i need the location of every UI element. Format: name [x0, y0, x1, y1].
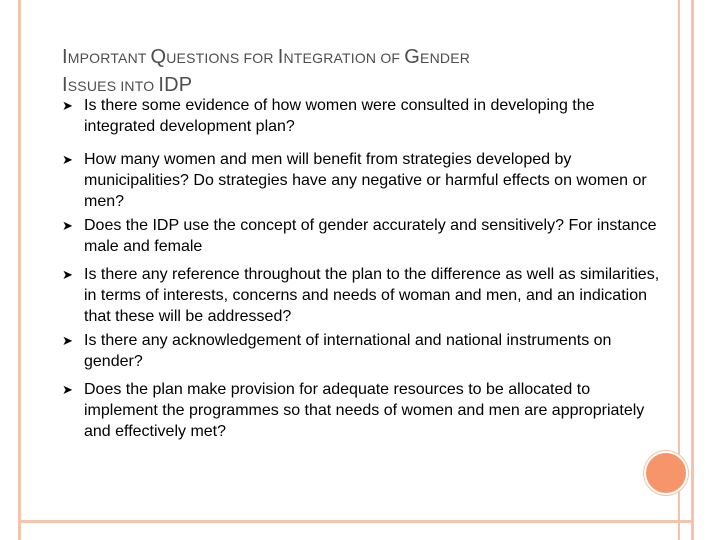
title-smallcaps: NTEGRATION OF — [283, 50, 405, 66]
arrowhead-bullet-icon: ➤ — [62, 382, 73, 397]
title-smallcaps: UESTIONS FOR — [166, 50, 278, 66]
arrowhead-bullet-icon: ➤ — [62, 333, 73, 348]
arrowhead-bullet-icon: ➤ — [62, 152, 73, 167]
title-cap: I — [62, 46, 68, 68]
list-item-text: Is there any acknowledgement of international and national instruments on gender? — [84, 332, 612, 370]
slide-title — [62, 44, 642, 100]
list-item — [62, 215, 662, 257]
title-smallcaps: MPORTANT — [67, 50, 151, 66]
frame-left-line — [18, 0, 21, 540]
title-cap: G — [404, 46, 421, 68]
list-item-text: Does the plan make provision for adequate resources to be allocated to implement the programmes so that needs of women and men are appropriately and effectively met? — [84, 381, 645, 440]
list-item-text: Is there any reference throughout the plan to the difference as well as similarities, in terms of interests, concerns and needs of woman and men, and an indication that these will be addressed? — [84, 266, 660, 325]
list-item-text: Is there some evidence of how women were consulted in developing the integrated development plan? — [84, 97, 595, 135]
frame-bottom-line — [18, 520, 694, 523]
title-cap: I — [277, 46, 284, 68]
title-cap: Q — [150, 46, 167, 68]
list-item-text: Does the IDP use the concept of gender accurately and sensitively? For instance male and female — [84, 217, 657, 255]
arrowhead-bullet-icon: ➤ — [62, 267, 73, 282]
decorative-circle — [644, 451, 688, 495]
title-smallcaps: SSUES INTO — [67, 78, 159, 94]
frame-right-outer-line — [691, 0, 694, 540]
title-line-1 — [62, 44, 642, 72]
list-item — [62, 330, 662, 372]
arrowhead-bullet-icon: ➤ — [62, 218, 73, 233]
list-item-text: How many women and men will benefit from strategies developed by municipalities? Do strategies have any negative or harmful effects on women or men? — [84, 151, 647, 210]
list-item — [62, 95, 662, 137]
arrowhead-bullet-icon: ➤ — [62, 98, 73, 113]
question-list — [62, 95, 662, 442]
list-item — [62, 264, 662, 327]
title-smallcaps: ENDER — [420, 50, 471, 66]
title-cap: I — [62, 74, 68, 96]
list-item — [62, 379, 662, 442]
list-item — [62, 149, 662, 212]
title-cap: IDP — [158, 74, 193, 96]
